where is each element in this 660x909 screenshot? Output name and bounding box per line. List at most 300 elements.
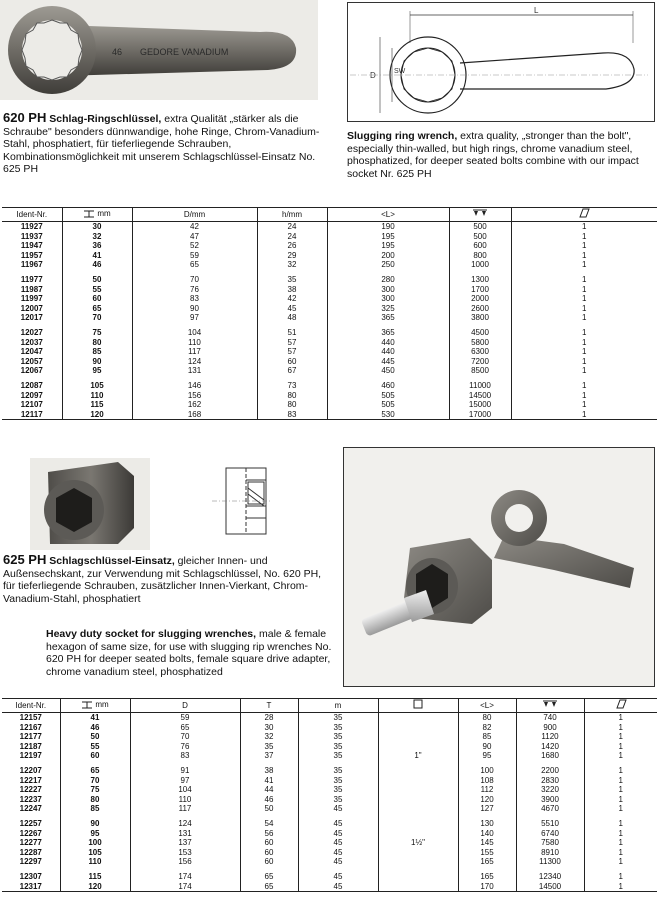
table-cell: 108 bbox=[458, 776, 516, 786]
table-cell: 162 bbox=[132, 400, 257, 410]
table-row bbox=[2, 366, 657, 376]
table-cell: 54 bbox=[240, 819, 298, 829]
table-cell: 67 bbox=[257, 366, 327, 376]
table-cell: 35 bbox=[298, 723, 378, 733]
table-cell: 1 bbox=[584, 804, 657, 814]
table-cell bbox=[378, 723, 458, 733]
table-cell: 1 bbox=[511, 304, 657, 314]
table-cell: 115 bbox=[60, 872, 130, 882]
table-cell: 1 bbox=[584, 829, 657, 839]
product620-description-en bbox=[347, 130, 653, 180]
table-cell: 65 bbox=[132, 260, 257, 270]
table-cell: 45 bbox=[298, 857, 378, 867]
header-d: D/mm bbox=[132, 208, 257, 222]
table-cell: 46 bbox=[62, 260, 132, 270]
table-cell: 600 bbox=[449, 241, 511, 251]
table-cell: 153 bbox=[130, 848, 240, 858]
table-cell: 3900 bbox=[516, 795, 584, 805]
table-cell: 5510 bbox=[516, 819, 584, 829]
table-cell bbox=[378, 732, 458, 742]
table-cell: 45 bbox=[298, 829, 378, 839]
table-cell: 505 bbox=[327, 400, 449, 410]
table-cell: 50 bbox=[62, 275, 132, 285]
table-cell bbox=[378, 713, 458, 723]
table-cell: 1 bbox=[511, 381, 657, 391]
table-cell: 12177 bbox=[19, 732, 42, 742]
table-row bbox=[2, 285, 657, 295]
table-cell: 37 bbox=[240, 751, 298, 761]
table-cell: 55 bbox=[62, 285, 132, 295]
table-cell: 365 bbox=[327, 313, 449, 323]
table-cell: 60 bbox=[240, 857, 298, 867]
table-cell: 6300 bbox=[449, 347, 511, 357]
product625-code: 625 PH bbox=[3, 552, 47, 567]
square-drive-value: 1" bbox=[378, 751, 458, 761]
table-cell: 45 bbox=[298, 838, 378, 848]
table-cell: 12247 bbox=[19, 804, 42, 814]
table-row bbox=[2, 776, 657, 786]
table-cell: 12227 bbox=[19, 785, 42, 795]
table-cell: 450 bbox=[327, 366, 449, 376]
table-cell: 30 bbox=[240, 723, 298, 733]
table-cell: 70 bbox=[60, 776, 130, 786]
table-cell: 131 bbox=[132, 366, 257, 376]
table-cell: 12157 bbox=[19, 713, 42, 722]
table-cell: 140 bbox=[458, 829, 516, 839]
table-cell: 95 bbox=[458, 751, 516, 761]
table-cell: 124 bbox=[132, 357, 257, 367]
table-cell bbox=[378, 766, 458, 776]
table-cell: 11947 bbox=[20, 241, 43, 251]
header-size: mm bbox=[60, 699, 130, 713]
table-cell: 47 bbox=[132, 232, 257, 242]
table-cell: 1 bbox=[511, 275, 657, 285]
table-cell: 97 bbox=[130, 776, 240, 786]
table-cell: 85 bbox=[458, 732, 516, 742]
table-cell: 1 bbox=[584, 819, 657, 829]
table-cell: 1 bbox=[584, 751, 657, 761]
table-cell: 127 bbox=[458, 804, 516, 814]
header-length: <L> bbox=[327, 208, 449, 222]
product620-description-de bbox=[3, 112, 333, 176]
table-cell bbox=[378, 872, 458, 882]
table-cell: 1 bbox=[511, 294, 657, 304]
product625-en-title: Heavy duty socket for slugging wrenches, bbox=[46, 628, 257, 640]
table-cell: 36 bbox=[62, 241, 132, 251]
table-cell: 80 bbox=[60, 795, 130, 805]
table-cell: 90 bbox=[60, 819, 130, 829]
table-row bbox=[2, 275, 657, 285]
table-cell: 35 bbox=[298, 713, 378, 723]
table-cell: 90 bbox=[132, 304, 257, 314]
table-row bbox=[2, 347, 657, 357]
table-cell: 38 bbox=[240, 766, 298, 776]
table-cell: 4670 bbox=[516, 804, 584, 814]
table-cell: 100 bbox=[60, 838, 130, 848]
table-cell: 41 bbox=[240, 776, 298, 786]
table-cell: 32 bbox=[257, 260, 327, 270]
table-cell: 117 bbox=[132, 347, 257, 357]
table-cell: 70 bbox=[62, 313, 132, 323]
table-row bbox=[2, 732, 657, 742]
table-row bbox=[2, 857, 657, 867]
table-cell: 44 bbox=[240, 785, 298, 795]
table-cell: 60 bbox=[62, 294, 132, 304]
table-row bbox=[2, 260, 657, 270]
table-row bbox=[2, 872, 657, 882]
table-cell: 12257 bbox=[19, 818, 42, 828]
table-cell: 11977 bbox=[20, 274, 43, 284]
table-cell: 80 bbox=[62, 338, 132, 348]
table-cell: 45 bbox=[257, 304, 327, 314]
table-cell: 11000 bbox=[449, 381, 511, 391]
table-cell: 137 bbox=[130, 838, 240, 848]
table-cell: 105 bbox=[62, 381, 132, 391]
table-cell: 1420 bbox=[516, 742, 584, 752]
socket-photo bbox=[30, 458, 150, 550]
table-cell: 195 bbox=[327, 232, 449, 242]
table-cell: 11957 bbox=[20, 250, 43, 260]
table-cell: 1 bbox=[584, 776, 657, 786]
table-cell: 6740 bbox=[516, 829, 584, 839]
table-cell: 1 bbox=[511, 313, 657, 323]
product620-spec-table bbox=[2, 207, 657, 420]
table-cell: 12197 bbox=[19, 751, 42, 761]
table-cell: 2600 bbox=[449, 304, 511, 314]
table-row bbox=[2, 766, 657, 776]
table-cell: 55 bbox=[60, 742, 130, 752]
table-cell: 145 bbox=[458, 838, 516, 848]
table-cell: 1 bbox=[511, 285, 657, 295]
table-cell: 500 bbox=[449, 222, 511, 232]
table-cell: 12037 bbox=[20, 337, 43, 347]
wrench-drawing bbox=[347, 2, 655, 122]
table-cell: 7580 bbox=[516, 838, 584, 848]
table-cell: 65 bbox=[62, 304, 132, 314]
table-cell bbox=[378, 785, 458, 795]
table-cell: 57 bbox=[257, 338, 327, 348]
table-cell: 12340 bbox=[516, 872, 584, 882]
table-row bbox=[2, 391, 657, 401]
table-cell: 250 bbox=[327, 260, 449, 270]
table-row bbox=[2, 742, 657, 752]
table-cell: 7200 bbox=[449, 357, 511, 367]
table-cell: 1 bbox=[584, 766, 657, 776]
table-cell: 120 bbox=[458, 795, 516, 805]
table-cell: 12317 bbox=[2, 882, 60, 892]
header-h: h/mm bbox=[257, 208, 327, 222]
table-cell: 73 bbox=[257, 381, 327, 391]
table-cell: 2200 bbox=[516, 766, 584, 776]
table-cell: 70 bbox=[132, 275, 257, 285]
header-m: m bbox=[298, 699, 378, 713]
table-row bbox=[2, 723, 657, 733]
table-cell: 1 bbox=[584, 882, 657, 892]
table-cell: 1 bbox=[511, 251, 657, 261]
table-cell: 12217 bbox=[19, 775, 42, 785]
table-row bbox=[2, 804, 657, 814]
table-cell bbox=[378, 795, 458, 805]
table-cell: 174 bbox=[130, 882, 240, 892]
table-cell: 110 bbox=[130, 795, 240, 805]
table-cell: 11937 bbox=[20, 231, 43, 241]
product620-de-text: extra Qualität „stärker als die Schraube" besonders dünnwandige, hohe Ringe, Chrom-Vanadium-Stahl, phosphatiert, für tieferliegende Schrauben, Kombinationsmöglichkeit mit unserem Schlagschlüssel-Einsatz No. 625 PH bbox=[3, 113, 320, 175]
wrench-engraving: GEDORE VANADIUM bbox=[140, 47, 229, 57]
table-row bbox=[2, 410, 657, 420]
table-cell: 1 bbox=[511, 391, 657, 401]
product620-code: 620 PH bbox=[3, 110, 47, 125]
table-row bbox=[2, 882, 657, 892]
table-cell: 2000 bbox=[449, 294, 511, 304]
header-t: T bbox=[240, 699, 298, 713]
table-cell: 35 bbox=[240, 742, 298, 752]
table-cell: 11300 bbox=[516, 857, 584, 867]
table-row bbox=[2, 251, 657, 261]
table-cell: 170 bbox=[458, 882, 516, 892]
table-cell: 35 bbox=[298, 751, 378, 761]
table-cell: 28 bbox=[240, 713, 298, 723]
product620-en-text: extra quality, „stronger than the bolt", especially thin-walled, but high rings, chrome vanadium steel, phosphatized, for deeper seated bolts combine with our impact socket Nr. 625 PH bbox=[347, 130, 639, 180]
table-cell: 35 bbox=[257, 275, 327, 285]
table-cell: 100 bbox=[458, 766, 516, 776]
table-row bbox=[2, 241, 657, 251]
header-square-drive-icon bbox=[378, 699, 458, 713]
table-cell bbox=[378, 819, 458, 829]
table-cell: 90 bbox=[62, 357, 132, 367]
table-cell: 12067 bbox=[20, 366, 43, 376]
table-cell: 300 bbox=[327, 294, 449, 304]
table-cell: 155 bbox=[458, 848, 516, 858]
table-cell: 90 bbox=[458, 742, 516, 752]
table-row bbox=[2, 304, 657, 314]
drawing-label-d: D bbox=[370, 71, 376, 80]
header-weight-icon bbox=[516, 699, 584, 713]
socket-drawing bbox=[210, 462, 274, 540]
table-row bbox=[2, 819, 657, 829]
table-cell: 110 bbox=[62, 391, 132, 401]
square-drive-value: 1½" bbox=[378, 838, 458, 848]
table-cell: 80 bbox=[257, 391, 327, 401]
drawing-label-sw: SW bbox=[394, 68, 406, 75]
table-cell: 11967 bbox=[20, 260, 43, 270]
table-cell: 35 bbox=[298, 795, 378, 805]
table-cell: 195 bbox=[327, 241, 449, 251]
product625-description-de bbox=[3, 554, 333, 605]
table-cell: 2830 bbox=[516, 776, 584, 786]
table-cell: 1 bbox=[584, 742, 657, 752]
table-cell: 12167 bbox=[19, 722, 42, 732]
table-cell: 1 bbox=[584, 857, 657, 867]
table-cell: 48 bbox=[257, 313, 327, 323]
table-cell: 460 bbox=[327, 381, 449, 391]
table-cell: 35 bbox=[298, 785, 378, 795]
table-cell: 4500 bbox=[449, 328, 511, 338]
table-cell: 1 bbox=[584, 848, 657, 858]
table-cell: 17000 bbox=[449, 410, 511, 420]
table-cell: 80 bbox=[257, 400, 327, 410]
table-cell: 1120 bbox=[516, 732, 584, 742]
drawing-label-l: L bbox=[534, 6, 539, 15]
table-cell: 38 bbox=[257, 285, 327, 295]
table-cell: 82 bbox=[458, 723, 516, 733]
table-cell: 3220 bbox=[516, 785, 584, 795]
table-cell: 146 bbox=[132, 381, 257, 391]
table-cell: 11927 bbox=[20, 222, 43, 231]
table-cell: 740 bbox=[516, 713, 584, 723]
table-cell: 1700 bbox=[449, 285, 511, 295]
table-cell: 12047 bbox=[20, 347, 43, 357]
table-cell: 200 bbox=[327, 251, 449, 261]
table-cell: 59 bbox=[130, 713, 240, 723]
table-cell: 83 bbox=[132, 294, 257, 304]
table-cell: 76 bbox=[130, 742, 240, 752]
table-cell: 12027 bbox=[20, 327, 43, 337]
table-cell: 130 bbox=[458, 819, 516, 829]
table-cell: 1 bbox=[584, 785, 657, 795]
table-cell: 60 bbox=[240, 848, 298, 858]
table-cell: 8910 bbox=[516, 848, 584, 858]
table-cell: 8500 bbox=[449, 366, 511, 376]
table-cell: 60 bbox=[257, 357, 327, 367]
table-cell: 1680 bbox=[516, 751, 584, 761]
table-cell: 1300 bbox=[449, 275, 511, 285]
table-cell: 12017 bbox=[20, 313, 43, 323]
header-size: mm bbox=[62, 208, 132, 222]
table-cell: 1 bbox=[511, 410, 657, 420]
table-cell: 24 bbox=[257, 222, 327, 232]
table-cell: 91 bbox=[130, 766, 240, 776]
table-cell: 85 bbox=[60, 804, 130, 814]
table-cell: 115 bbox=[62, 400, 132, 410]
table-cell: 45 bbox=[298, 872, 378, 882]
table-cell: 35 bbox=[298, 776, 378, 786]
table-row bbox=[2, 222, 657, 232]
table-cell bbox=[378, 857, 458, 867]
table-cell: 26 bbox=[257, 241, 327, 251]
table-cell: 800 bbox=[449, 251, 511, 261]
table-cell: 900 bbox=[516, 723, 584, 733]
table-row bbox=[2, 232, 657, 242]
table-cell: 105 bbox=[60, 848, 130, 858]
table-cell: 65 bbox=[130, 723, 240, 733]
table-row bbox=[2, 357, 657, 367]
table-cell: 35 bbox=[298, 742, 378, 752]
table-cell: 12187 bbox=[19, 741, 42, 751]
table-cell: 530 bbox=[327, 410, 449, 420]
table-cell: 1 bbox=[511, 357, 657, 367]
table-cell: 83 bbox=[257, 410, 327, 420]
table-cell: 505 bbox=[327, 391, 449, 401]
table-cell: 42 bbox=[132, 222, 257, 232]
table-cell: 11987 bbox=[20, 284, 43, 294]
table-cell: 59 bbox=[132, 251, 257, 261]
table-cell: 41 bbox=[62, 251, 132, 261]
table-cell: 120 bbox=[60, 882, 130, 892]
header-ident: Ident-Nr. bbox=[2, 208, 62, 222]
table-cell bbox=[378, 882, 458, 892]
table-cell: 440 bbox=[327, 347, 449, 357]
table-cell: 131 bbox=[130, 829, 240, 839]
table-cell: 156 bbox=[130, 857, 240, 867]
table-cell: 1 bbox=[584, 838, 657, 848]
table-cell: 57 bbox=[257, 347, 327, 357]
table-row bbox=[2, 294, 657, 304]
table-cell: 65 bbox=[240, 872, 298, 882]
table-cell: 168 bbox=[132, 410, 257, 420]
table-cell: 65 bbox=[60, 766, 130, 776]
table-cell: 165 bbox=[458, 857, 516, 867]
table-cell: 46 bbox=[60, 723, 130, 733]
table-cell: 60 bbox=[60, 751, 130, 761]
table-cell: 83 bbox=[130, 751, 240, 761]
table-row bbox=[2, 328, 657, 338]
table-cell: 12107 bbox=[20, 400, 43, 410]
table-cell: 1 bbox=[511, 328, 657, 338]
table-cell: 12237 bbox=[19, 794, 42, 804]
combo-photo bbox=[343, 447, 655, 687]
table-cell: 45 bbox=[298, 848, 378, 858]
table-cell: 1 bbox=[511, 241, 657, 251]
table-cell: 14500 bbox=[516, 882, 584, 892]
wrench-size-engraving: 46 bbox=[112, 47, 123, 57]
table-cell: 5800 bbox=[449, 338, 511, 348]
table-row bbox=[2, 848, 657, 858]
table-cell: 32 bbox=[62, 232, 132, 242]
header-package-icon bbox=[584, 699, 657, 713]
table-cell: 15000 bbox=[449, 400, 511, 410]
table-cell: 440 bbox=[327, 338, 449, 348]
table-cell: 50 bbox=[60, 732, 130, 742]
table-cell: 1 bbox=[511, 222, 657, 232]
table-cell: 110 bbox=[60, 857, 130, 867]
table-cell: 1 bbox=[511, 338, 657, 348]
product620-de-title: Schlag-Ringschlüssel, bbox=[49, 113, 162, 125]
table-cell: 1 bbox=[584, 872, 657, 882]
table-cell: 12277 bbox=[19, 838, 42, 848]
product625-spec-table bbox=[2, 698, 657, 892]
table-row bbox=[2, 338, 657, 348]
table-cell: 365 bbox=[327, 328, 449, 338]
table-cell: 75 bbox=[62, 328, 132, 338]
table-cell: 12057 bbox=[20, 356, 43, 366]
table-cell: 1 bbox=[584, 713, 657, 723]
table-cell: 32 bbox=[240, 732, 298, 742]
table-cell: 12297 bbox=[19, 857, 42, 867]
table-cell: 12097 bbox=[20, 390, 43, 400]
table-cell: 110 bbox=[132, 338, 257, 348]
header-d: D bbox=[130, 699, 240, 713]
table-cell: 85 bbox=[62, 347, 132, 357]
table-cell: 165 bbox=[458, 872, 516, 882]
table-cell: 95 bbox=[60, 829, 130, 839]
table-cell: 12087 bbox=[20, 380, 43, 390]
table-cell: 12287 bbox=[19, 847, 42, 857]
table-cell: 3800 bbox=[449, 313, 511, 323]
table-row bbox=[2, 795, 657, 805]
table-cell: 1 bbox=[511, 347, 657, 357]
table-cell: 174 bbox=[130, 872, 240, 882]
table-cell: 112 bbox=[458, 785, 516, 795]
table-cell: 14500 bbox=[449, 391, 511, 401]
table-cell: 12207 bbox=[19, 765, 42, 775]
header-weight-icon bbox=[449, 208, 511, 222]
table-cell: 76 bbox=[132, 285, 257, 295]
table-cell: 1 bbox=[584, 723, 657, 733]
table-cell: 1 bbox=[584, 732, 657, 742]
product620-en-title: Slugging ring wrench, bbox=[347, 130, 458, 142]
product625-description-en bbox=[46, 628, 336, 678]
table-cell bbox=[378, 776, 458, 786]
